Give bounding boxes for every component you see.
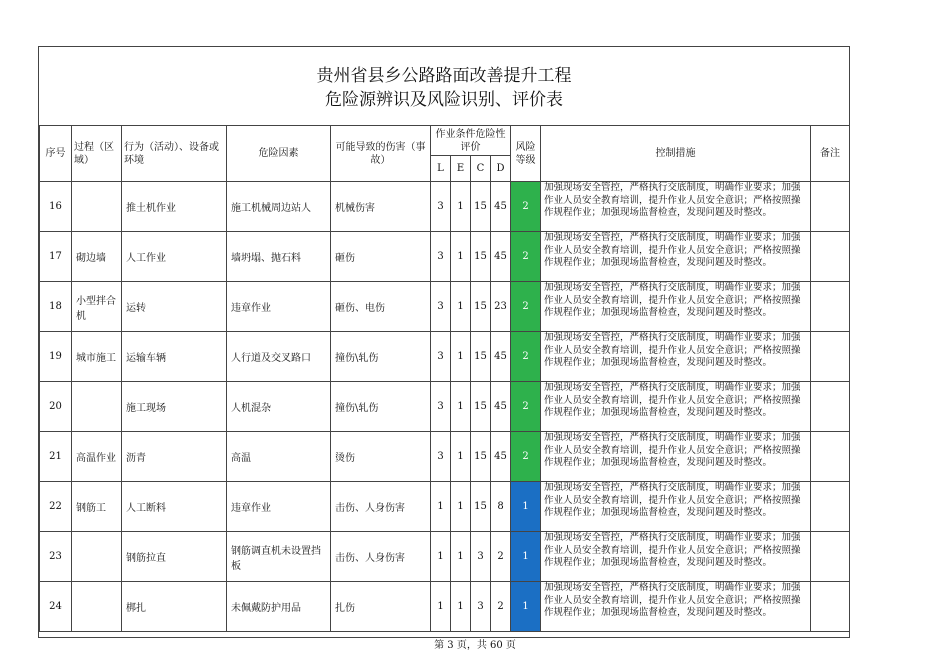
document-title: 贵州省县乡公路路面改善提升工程 xyxy=(316,66,572,86)
row-d: 45 xyxy=(491,382,511,432)
header-e: E xyxy=(451,156,471,182)
row-l: 3 xyxy=(431,382,451,432)
row-e: 1 xyxy=(451,182,471,232)
header-remark: 备注 xyxy=(811,126,850,182)
row-remark xyxy=(811,532,850,582)
row-remark xyxy=(811,582,850,632)
row-d: 45 xyxy=(491,232,511,282)
risk-level-cell: 1 xyxy=(511,482,541,532)
row-process xyxy=(72,532,122,582)
row-l: 1 xyxy=(431,532,451,582)
control-measures: 加强现场安全管控，严格执行交底制度，明确作业要求；加强作业人员安全教育培训，提升作业人员安全意识；严格按照操作规程作业；加强现场监督检查，发现问题及时整改。 xyxy=(544,382,801,418)
row-no: 16 xyxy=(40,182,72,232)
row-e: 1 xyxy=(451,432,471,482)
row-harm: 砸伤、电伤 xyxy=(331,282,431,332)
row-harm: 撞伤\轧伤 xyxy=(331,332,431,382)
header-d: D xyxy=(491,156,511,182)
row-c: 15 xyxy=(471,332,491,382)
row-l: 1 xyxy=(431,482,451,532)
risk-table-sheet xyxy=(38,46,850,638)
row-c: 15 xyxy=(471,482,491,532)
table-row xyxy=(40,232,850,282)
row-d: 8 xyxy=(491,482,511,532)
row-hazard: 违章作业 xyxy=(227,282,331,332)
row-harm: 烫伤 xyxy=(331,432,431,482)
row-remark xyxy=(811,232,850,282)
row-hazard: 施工机械周边站人 xyxy=(227,182,331,232)
row-harm: 撞伤\轧伤 xyxy=(331,382,431,432)
row-e: 1 xyxy=(451,332,471,382)
row-remark xyxy=(811,332,850,382)
row-d: 2 xyxy=(491,532,511,582)
risk-level-cell: 2 xyxy=(511,332,541,382)
header-c: C xyxy=(471,156,491,182)
row-activity: 运输车辆 xyxy=(122,332,227,382)
table-row xyxy=(40,532,850,582)
row-no: 19 xyxy=(40,332,72,382)
row-c: 3 xyxy=(471,582,491,632)
row-process xyxy=(72,182,122,232)
row-control xyxy=(541,432,811,482)
header-control: 控制措施 xyxy=(541,126,811,182)
row-activity: 梆扎 xyxy=(122,582,227,632)
row-activity: 施工现场 xyxy=(122,382,227,432)
row-activity: 钢筋拉直 xyxy=(122,532,227,582)
risk-level-cell: 2 xyxy=(511,432,541,482)
title-block xyxy=(39,47,849,125)
row-l: 3 xyxy=(431,182,451,232)
risk-level-cell: 2 xyxy=(511,232,541,282)
control-measures: 加强现场安全管控，严格执行交底制度，明确作业要求；加强作业人员安全教育培训，提升作业人员安全意识；严格按照操作规程作业；加强现场监督检查，发现问题及时整改。 xyxy=(544,432,801,468)
control-measures: 加强现场安全管控，严格执行交底制度，明确作业要求；加强作业人员安全教育培训，提升作业人员安全意识；严格按照操作规程作业；加强现场监督检查，发现问题及时整改。 xyxy=(544,532,801,568)
row-control xyxy=(541,382,811,432)
row-activity: 人工断料 xyxy=(122,482,227,532)
document-subtitle: 危险源辨识及风险识别、评价表 xyxy=(325,90,563,110)
row-e: 1 xyxy=(451,582,471,632)
control-measures: 加强现场安全管控，严格执行交底制度，明确作业要求；加强作业人员安全教育培训，提升作业人员安全意识；严格按照操作规程作业；加强现场监督检查，发现问题及时整改。 xyxy=(544,332,801,368)
row-no: 24 xyxy=(40,582,72,632)
row-c: 15 xyxy=(471,432,491,482)
header-harm: 可能导致的伤害（事故） xyxy=(331,126,431,182)
row-hazard: 违章作业 xyxy=(227,482,331,532)
risk-level-cell: 2 xyxy=(511,382,541,432)
row-no: 23 xyxy=(40,532,72,582)
row-no: 20 xyxy=(40,382,72,432)
control-measures: 加强现场安全管控，严格执行交底制度，明确作业要求；加强作业人员安全教育培训，提升作业人员安全意识；严格按照操作规程作业；加强现场监督检查，发现问题及时整改。 xyxy=(544,232,801,268)
row-control xyxy=(541,232,811,282)
row-remark xyxy=(811,482,850,532)
control-measures: 加强现场安全管控，严格执行交底制度，明确作业要求；加强作业人员安全教育培训，提升作业人员安全意识；严格按照操作规程作业；加强现场监督检查，发现问题及时整改。 xyxy=(544,182,801,218)
row-hazard: 钢筋调直机未设置挡板 xyxy=(227,532,331,582)
table-row xyxy=(40,282,850,332)
row-e: 1 xyxy=(451,382,471,432)
row-no: 21 xyxy=(40,432,72,482)
row-e: 1 xyxy=(451,282,471,332)
row-control xyxy=(541,532,811,582)
row-process: 砌边墙 xyxy=(72,232,122,282)
row-control xyxy=(541,182,811,232)
control-measures: 加强现场安全管控，严格执行交底制度，明确作业要求；加强作业人员安全教育培训，提升作业人员安全意识；严格按照操作规程作业；加强现场监督检查，发现问题及时整改。 xyxy=(544,582,801,618)
control-measures: 加强现场安全管控，严格执行交底制度，明确作业要求；加强作业人员安全教育培训，提升作业人员安全意识；严格按照操作规程作业；加强现场监督检查，发现问题及时整改。 xyxy=(544,482,801,518)
row-c: 15 xyxy=(471,382,491,432)
row-process: 钢筋工 xyxy=(72,482,122,532)
row-hazard: 未佩戴防护用品 xyxy=(227,582,331,632)
page-footer: 第 3 页，共 60 页 xyxy=(434,640,516,651)
row-harm: 机械伤害 xyxy=(331,182,431,232)
row-l: 3 xyxy=(431,432,451,482)
header-no: 序号 xyxy=(40,126,72,182)
row-process xyxy=(72,582,122,632)
row-d: 45 xyxy=(491,432,511,482)
row-process: 城市施工 xyxy=(72,332,122,382)
control-measures: 加强现场安全管控，严格执行交底制度，明确作业要求；加强作业人员安全教育培训，提升作业人员安全意识；严格按照操作规程作业；加强现场监督检查，发现问题及时整改。 xyxy=(544,282,801,318)
row-control xyxy=(541,582,811,632)
table-row xyxy=(40,382,850,432)
row-d: 2 xyxy=(491,582,511,632)
risk-level-cell: 1 xyxy=(511,532,541,582)
row-d: 45 xyxy=(491,182,511,232)
header-level: 风险等级 xyxy=(511,126,541,182)
row-no: 17 xyxy=(40,232,72,282)
row-hazard: 高温 xyxy=(227,432,331,482)
row-control xyxy=(541,332,811,382)
risk-table xyxy=(39,125,850,632)
row-no: 22 xyxy=(40,482,72,532)
row-c: 15 xyxy=(471,182,491,232)
table-row xyxy=(40,332,850,382)
row-process: 小型拌合机 xyxy=(72,282,122,332)
row-harm: 扎伤 xyxy=(331,582,431,632)
table-row xyxy=(40,182,850,232)
row-activity: 运转 xyxy=(122,282,227,332)
row-activity: 推土机作业 xyxy=(122,182,227,232)
row-remark xyxy=(811,432,850,482)
risk-level-cell: 2 xyxy=(511,182,541,232)
risk-level-cell: 1 xyxy=(511,582,541,632)
row-process: 高温作业 xyxy=(72,432,122,482)
row-c: 15 xyxy=(471,232,491,282)
header-condition: 作业条件危险性评价 xyxy=(431,126,511,156)
row-process xyxy=(72,382,122,432)
row-l: 1 xyxy=(431,582,451,632)
row-l: 3 xyxy=(431,332,451,382)
row-e: 1 xyxy=(451,532,471,582)
row-hazard: 人行道及交叉路口 xyxy=(227,332,331,382)
row-harm: 击伤、人身伤害 xyxy=(331,532,431,582)
row-l: 3 xyxy=(431,232,451,282)
row-hazard: 人机混杂 xyxy=(227,382,331,432)
row-activity: 人工作业 xyxy=(122,232,227,282)
row-remark xyxy=(811,382,850,432)
row-harm: 击伤、人身伤害 xyxy=(331,482,431,532)
row-e: 1 xyxy=(451,482,471,532)
row-remark xyxy=(811,182,850,232)
risk-level-cell: 2 xyxy=(511,282,541,332)
header-hazard: 危险因素 xyxy=(227,126,331,182)
row-no: 18 xyxy=(40,282,72,332)
row-d: 23 xyxy=(491,282,511,332)
row-l: 3 xyxy=(431,282,451,332)
row-activity: 沥青 xyxy=(122,432,227,482)
header-l: L xyxy=(431,156,451,182)
row-c: 3 xyxy=(471,532,491,582)
row-remark xyxy=(811,282,850,332)
row-harm: 砸伤 xyxy=(331,232,431,282)
row-e: 1 xyxy=(451,232,471,282)
row-control xyxy=(541,282,811,332)
table-row xyxy=(40,482,850,532)
row-d: 45 xyxy=(491,332,511,382)
header-process: 过程（区域） xyxy=(72,126,122,182)
header-activity: 行为（活动）、设备或环境 xyxy=(122,126,227,182)
table-row xyxy=(40,582,850,632)
table-row xyxy=(40,432,850,482)
row-control xyxy=(541,482,811,532)
row-hazard: 墙坍塌、抛石料 xyxy=(227,232,331,282)
row-c: 15 xyxy=(471,282,491,332)
